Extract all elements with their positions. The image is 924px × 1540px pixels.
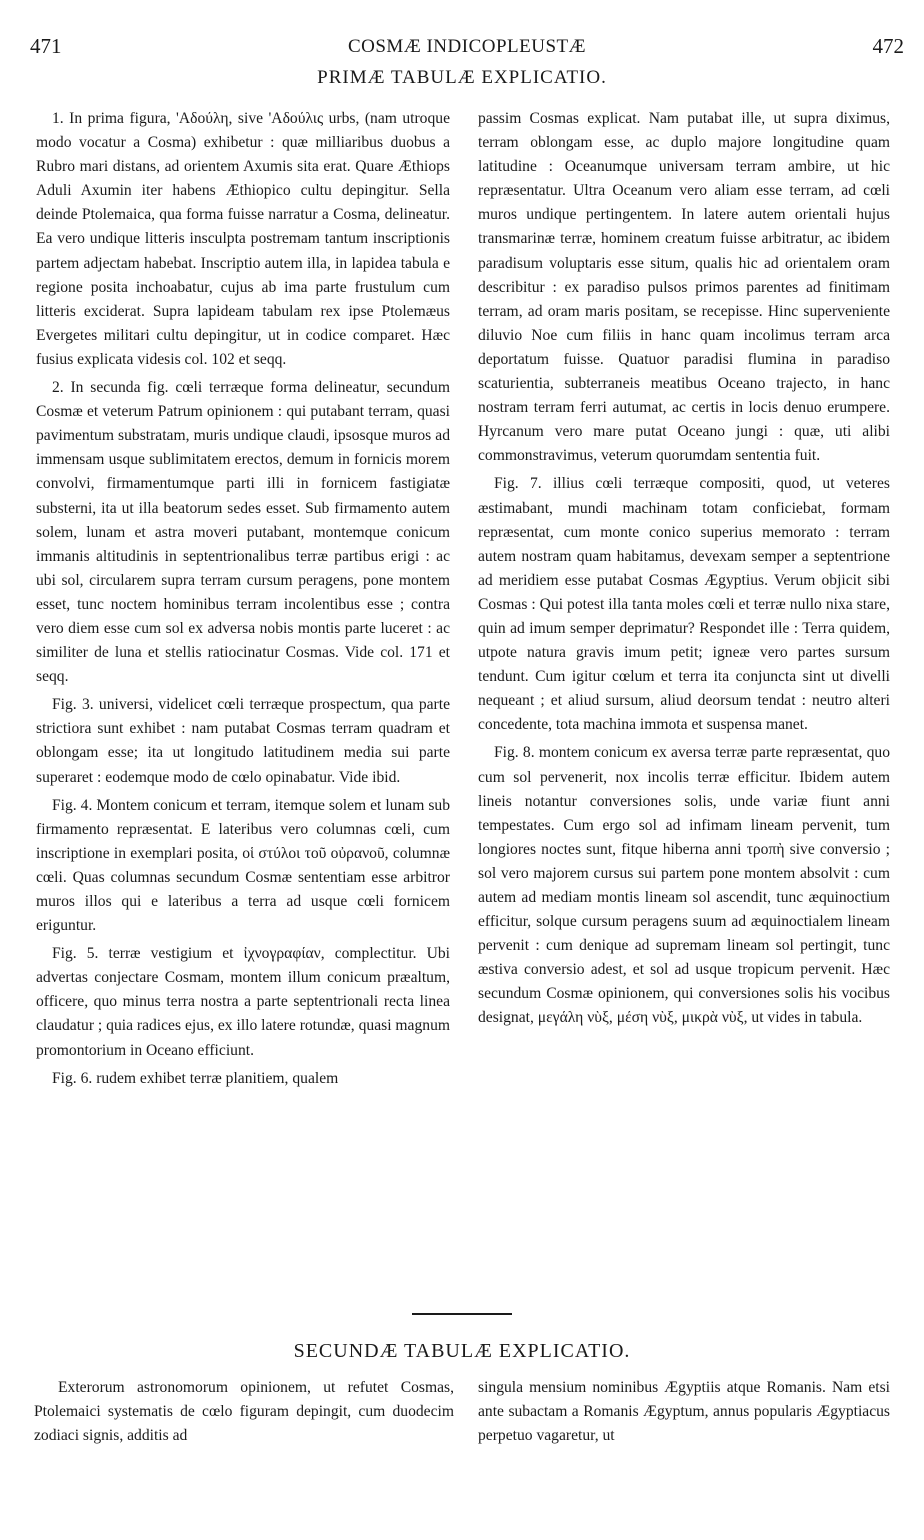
section1-left-column bbox=[36, 107, 450, 1095]
right-page-number: 472 bbox=[872, 34, 904, 58]
section-title-second: SECUNDÆ TABULÆ EXPLICATIO. bbox=[293, 1340, 631, 1362]
paragraph: Fig. 6. rudem exhibet terræ planitiem, qualem bbox=[52, 1069, 339, 1087]
section-title-first: PRIMÆ TABULÆ EXPLICATIO. bbox=[317, 67, 607, 88]
paragraph: Fig. 3. universi, videlicet cœli terræque prospectum, qua parte strictiora sunt exhibet : nam putabat Cosmas terram quadram et oblongam esse; ita ut longitudo latitudinem media sui parte superaret : eodemque modo de cœlo opinabatur. Vide ibid. bbox=[36, 696, 450, 786]
paragraph: 2. In secunda fig. cœli terræque forma delineatur, secundum Cosmæ et veterum Patrum opinionem : qui putabant terram, quasi pavimentum substratam, muris undique claudi, ipsosque muros ad immensam usque sublimitatem erectos, demum in fornicis morem convolvi, firmamentumque parti illi in fornicem fastigiatæ substerni, ita ut illa beatorum sedes esset. Sub firmamento autem solem, lunam et astra moveri putabant, montemque conicum immanis altitudinis in septentrionalibus terræ partibus erigi : ac ubi sol, circularem supra terram cursum peragens, pone montem esset, tunc noctem hominibus terram incolentibus esse ; contra vero diem esse cum sol ex adversa nobis montis parte luceret : ac similiter de luna et stellis ratiocinatur Cosmas. Vide col. 171 et seqq. bbox=[36, 379, 450, 686]
paragraph: Fig. 5. terræ vestigium et ἰχνογραφίαν, complectitur. Ubi advertas conjectare Cosmam, montem illum conicum præaltum, officere, quo minus terra nostra a parte septentrionali recta linea claudatur ; quia radices ejus, ex illo latere rotundæ, quasi magnum promontorium in Oceano efficiunt. bbox=[36, 945, 450, 1059]
paragraph: Fig. 7. illius cœli terræque compositi, quod, ut veteres æstimabant, mundi machinam totam conficiebat, formam repræsentat, cum monte conico superius memorato : terram autem nostram quam habitamus, devexam semper a septentrione ad meridiem esse putabat Cosmas Ægyptius. Verum objicit sibi Cosmas : Qui potest illa tanta moles cœli et terræ nullo nixa stare, quin ad imum semper deprimatur? Respondet ille : Terra quidem, utpote natura gravis imum petit; igneæ vero partes sursum tendunt. Cum igitur cœlum et terra ita conjuncta sint ut divelli nequeant ; et aliud sursum, aliud deorsum tendat : neutro alteri concedente, tota machina immota et suspensa manet. bbox=[478, 475, 890, 734]
paragraph: Fig. 4. Montem conicum et terram, itemque solem et lunam sub firmamento repræsentat. E lateribus vero columnas cœli, cum inscriptione in exemplari posita, οἱ στύλοι τοῦ οὐρανοῦ, columnæ cœli. Quas columnas secundum Cosmæ sententiam esse arbitror muros illos qui e lateribus a terra ad usque cœli fornicem eriguntur. bbox=[36, 796, 450, 935]
running-head bbox=[30, 34, 904, 64]
section1-right-column bbox=[478, 107, 890, 1035]
running-title: COSMÆ INDICOPLEUSTÆ bbox=[347, 36, 587, 57]
paragraph: Fig. 8. montem conicum ex aversa terræ parte repræsentat, quo cum sol pervenerit, nox incolis terræ efficitur. Ibidem autem lineis notantur conversiones solis, unde variæ fiunt anni tempestates. Cum ergo sol ad infimam lineam pervenit, tum longiores noctes sunt, fitque hiberna anni τροπὴ sive conversio ; sol vero majorem cursus sui partem pone montem absolvit : cum autem ad mediam montis lineam sol ascendit, tunc æquinoctium efficitur, solque cursum peragens suum ad æquinoctialem lineam pervenit : cum denique ad supremam lineam sol pertingit, tunc æstiva conversio adest, et sol ad usque tropicum pervenit. Hæc secundum Cosmæ opinionem, qui conversiones solis his vocibus designat, μεγάλη νὺξ, μέση νὺξ, μικρὰ νὺξ, ut vides in tabula. bbox=[478, 744, 890, 1027]
paragraph: singula mensium nominibus Ægyptiis atque Romanis. Nam etsi ante subactam a Romanis Ægyptum, annus popularis Ægyptiacus perpetuo vagaretur, ut bbox=[478, 1379, 890, 1445]
paragraph: 1. In prima figura, 'Αδούλη, sive 'Αδούλις urbs, (nam utroque modo vocatur a Cosma) exhibetur : quæ milliaribus duobus a Rubro mari distans, ad orientem Axumis sita erat. Quare Æthiops Aduli Axumin iter habens Æthiopico cultu depingitur. Sella deinde Ptolemaica, qua forma fuisse narratur a Cosma, delineatur. Ea vero undique litteris insculpta postremam tantum inscriptionis partem adjectam habebat. Inscriptio autem illa, in lapidea tabula e regione posita inchoabatur, cujus ab ima parte frustulum cum litteris exciderat. Supra lapideam tabulam rex ipse Ptolemæus Evergetes militari cultu depingitur, ut in codice comparet. Hæc fusius explicata videsis col. 102 et seqq. bbox=[36, 110, 450, 368]
paragraph: Exterorum astronomorum opinionem, ut refutet Cosmas, Ptolemaici systematis de cœlo figuram depingit, cum duodecim zodiaci signis, additis ad bbox=[34, 1379, 454, 1445]
section-divider bbox=[412, 1313, 512, 1315]
paragraph: passim Cosmas explicat. Nam putabat ille, ut supra diximus, terram oblongam esse, ac duplo majore longitudine quam latitudine : Oceanumque universam terram ambire, ut hic repræsentatur. Ultra Oceanum vero aliam esse terram, ad cœli muros undique pertingentem. In latere autem orientali hujus transmarinæ terræ, hominem creatum fuisse arbitratur, ac ibidem paradisum voluptaris esse situm, qualis hic ad orientalem oram describitur : ex paradiso pulsos primos parentes ad finitimam terram, ad oram maris positam, se recepisse. Hinc superveniente diluvio Noe cum filiis in hanc quam incolimus terram arca deportatum fuisse. Quatuor paradisi flumina in paradiso scaturientia, subterraneis meatibus Oceano trajecto, in hanc nostram terram ferri autumat, ac certis in locis denuo erumpere. Hyrcanum vero mare putat Oceano jungi : quæ, uti alibi commonstravimus, veterum quorumdam sententia fuit. bbox=[478, 110, 890, 465]
left-page-number: 471 bbox=[30, 34, 62, 58]
section2-right-column bbox=[478, 1376, 890, 1452]
section2-left-column bbox=[34, 1376, 454, 1452]
